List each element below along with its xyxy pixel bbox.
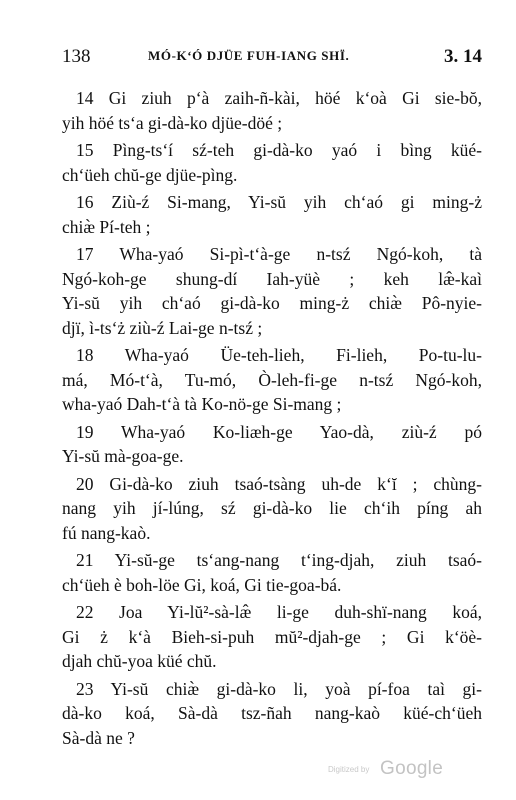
verse-14 — [62, 86, 482, 135]
verse-20 — [62, 472, 482, 546]
verse-line: fú nang-kaò. — [62, 522, 151, 543]
verse-line: Gi ż k‘à Bieh-si-puh mŭ²-djah-ge ; Gi k‘öè- — [62, 626, 482, 647]
verse-line: 16 Ziù-ź Si-mang, Yi-sŭ yih ch‘aó gi ming-ż — [76, 192, 482, 212]
verse-23 — [62, 677, 482, 751]
verse-line: Sà-dà ne ? — [62, 727, 135, 748]
google-logo: Google — [380, 758, 444, 779]
digitized-by-text: Digitized by — [328, 765, 370, 774]
verse-17 — [62, 242, 482, 340]
verse-line: ch‘üeh è boh-löe Gi, koá, Gi tie-goa-bá. — [62, 574, 342, 595]
verse-line: dà-ko koá, Sà-dà tsz-ñah nang-kaò küé-ch‘üeh — [62, 703, 482, 723]
verse-line: nang yih jí-lúng, sź gi-dà-ko lie ch‘ih píng ah — [62, 498, 482, 518]
chapter-verse-reference: 3. 14 — [444, 46, 482, 67]
verse-line: 18 Wha-yaó Üe-teh-lieh, Fi-lieh, Po-tu-lu- — [76, 345, 482, 365]
running-title: MÓ-K‘Ó DJÜE FUH-IANG SHÏ. — [148, 48, 350, 63]
verse-line: 22 Joa Yi-lŭ²-sà-læ̂ li-ge duh-shï-nang koá, — [76, 602, 482, 622]
verse-line: 20 Gi-dà-ko ziuh tsaó-tsàng uh-de k‘ĭ ; chùng- — [76, 473, 482, 494]
verse-line: djï, ì-ts‘ż ziù-ź Lai-ge n-tsź ; — [62, 317, 263, 338]
verse-19 — [62, 420, 482, 469]
verse-line: chiæ̀ Pí-teh ; — [62, 216, 151, 237]
verse-line: ch‘üeh chŭ-ge djüe-pìng. — [62, 164, 238, 185]
verse-line: 21 Yi-sŭ-ge ts‘ang-nang t‘ing-djah, ziuh tsaó- — [76, 550, 482, 570]
verse-line: Yi-sŭ mà-goa-ge. — [62, 446, 184, 466]
verse-line: Ngó-koh-ge shung-dí Iah-yüè ; keh læ̂-kaì — [62, 268, 482, 289]
verse-line: Yi-sŭ yih ch‘aó gi-dà-ko ming-ż chiæ̀ Pô-nyie- — [62, 293, 482, 313]
verse-line: djah chŭ-yoa küé chŭ. — [62, 651, 217, 671]
verse-line: yih höé ts‘a gi-dà-ko djüe-döé ; — [62, 112, 283, 133]
verse-line: má, Mó-t‘à, Tu-mó, Ò-leh-fi-ge n-tsź Ngó-koh, — [62, 369, 482, 390]
verse-line: 15 Pìng-ts‘í sź-teh gi-dà-ko yaó i bìng küé- — [76, 140, 482, 160]
running-head — [62, 46, 482, 70]
text-body — [62, 86, 482, 753]
page-number: 138 — [62, 46, 91, 67]
verse-line: 23 Yi-sŭ chiæ̀ gi-dà-ko li, yoà pí-foa taì gi- — [76, 678, 482, 699]
verse-line: wha-yaó Dah-t‘à tà Ko-nö-ge Si-mang ; — [62, 394, 342, 414]
verse-16 — [62, 190, 482, 239]
verse-22 — [62, 600, 482, 674]
verse-15 — [62, 138, 482, 187]
verse-line: 19 Wha-yaó Ko-liæh-ge Yao-dà, ziù-ź pó — [76, 421, 482, 442]
verse-18 — [62, 343, 482, 417]
verse-line: 14 Gi ziuh p‘à zaih-ñ-kài, höé k‘oà Gi sie-bŏ, — [76, 88, 482, 108]
verse-21 — [62, 548, 482, 597]
verse-line: 17 Wha-yaó Si-pì-t‘à-ge n-tsź Ngó-koh, tà — [76, 244, 482, 264]
